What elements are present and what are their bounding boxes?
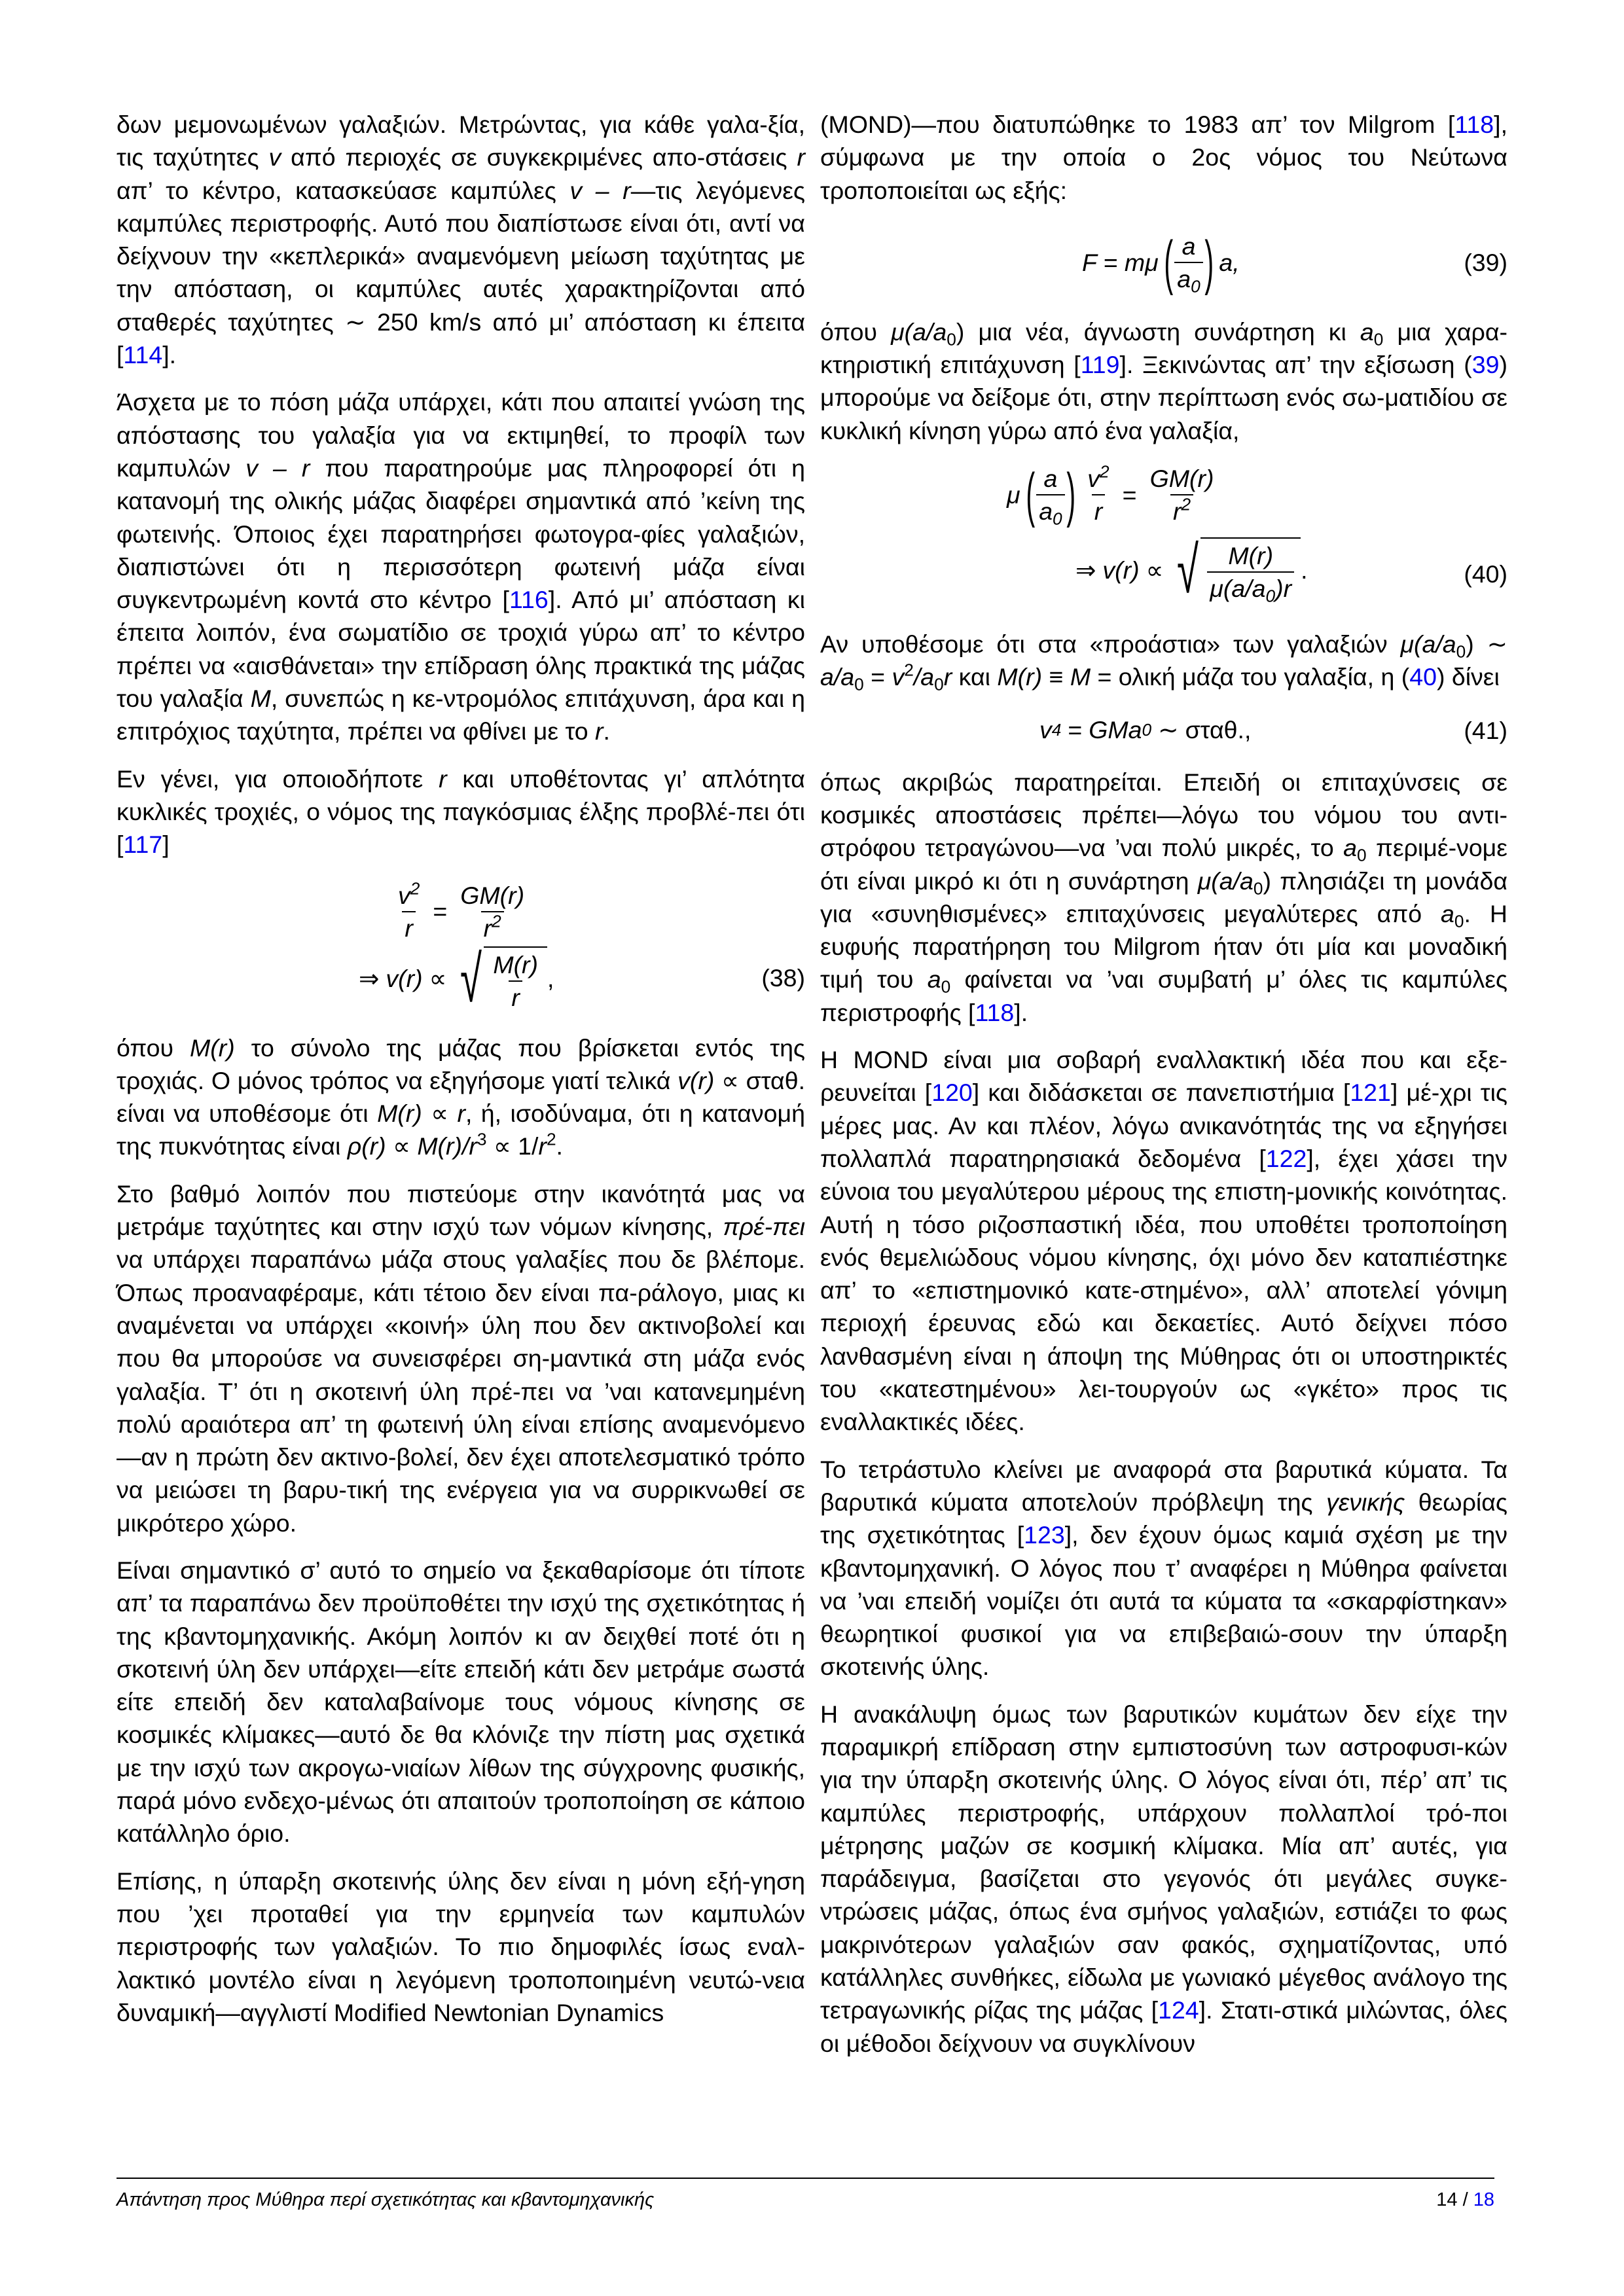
citation-link[interactable]: 116 xyxy=(509,586,549,614)
paragraph: Είναι σημαντικό σ’ αυτό το σημείο να ξεκαθαρίσομε ότι τίποτε απ’ τα παραπάνω δεν προϋποθέτει την ισχύ της σχετικότητας ή της κβαντομηχανικής. Ακόμη λοιπόν κι αν δειχθεί ποτέ ότι η σκοτεινή ύλη δεν υπάρχει—είτε επειδή κάτι δεν μετράμε σωστά είτε επειδή δεν καταλαβαίνομε τους νόμους κίνησης σε κοσμικές κλίμακες—αυτό δε θα κλόνιζε την πίστη μας σχετικά με την ισχύ των ακρογω-νιαίων λίθων της σύγχρονης φυσικής, παρά μόνο ενδεχο-μένως ότι απαιτούν τροποποίηση σε κάποιο κατάλληλο όριο. xyxy=(117,1556,805,1848)
paragraph: (MOND)—που διατυπώθηκε το 1983 απ’ τον Milgrom [118], σύμφωνα με την οποία ο 2ος νόμος του Νεύτωνα τροποποιείται ως εξής: xyxy=(820,111,1507,204)
paragraph: Το τετράστυλο κλείνει με αναφορά στα βαρυτικά κύματα. Τα βαρυτικά κύματα αποτελούν πρόβλεψη της γενικής θεωρίας της σχετικότητας [123], δεν έχουν όμως καμιά σχέση με την κβαντομηχανική. Ο λόγος που τ’ αναφέρει η Μύθηρα φαίνεται να ’ναι επειδή νομίζει ότι αυτά τα κύματα τα «σκαρφίστηκαν» θεωρητικοί φυσικοί για να επιβεβαιώ-σουν την ύπαρξη σκοτεινής ύλης. xyxy=(820,1455,1508,1681)
equation-number: (41) xyxy=(1464,716,1507,744)
equation-41: v 4 = GMa 0 ∼ σταθ., (41) xyxy=(820,711,1507,750)
citation-link[interactable]: 117 xyxy=(123,831,163,859)
citation-link[interactable]: 124 xyxy=(1158,1996,1199,2024)
equation-number: (39) xyxy=(1464,248,1507,276)
citation-link[interactable]: 123 xyxy=(1024,1521,1065,1549)
right-column xyxy=(820,108,1507,2074)
page-number: 14 / 18 xyxy=(1436,2189,1494,2210)
equation-39: F = mμ ( $\frac{a}{a_0}$ ) a, (39) xyxy=(1082,228,1507,296)
citation-link[interactable]: 114 xyxy=(123,341,163,369)
page-current: 14 xyxy=(1436,2189,1458,2210)
citation-link[interactable]: 120 xyxy=(931,1079,973,1107)
citation-link[interactable]: 119 xyxy=(1080,351,1120,379)
citation-link[interactable]: 118 xyxy=(975,998,1015,1026)
paragraph: Άσχετα με το πόση μάζα υπάρχει, κάτι που απαιτεί γνώση της απόστασης του γαλαξία για να εκτιμηθεί, το προφίλ των καμπυλών v – r που παρατηρούμε μας πληροφορεί ότι η κατανομή της ολικής μάζας διαφέρει σημαντικά από ’κείνη της φωτεινής. Όποιος έχει παρατηρήσει φωτογρα-φίες γαλαξιών, διαπιστώνει ότι η περισσότερη φωτεινή μάζα είναι συγκεντρωμένη κοντά στο κέντρο [116]. Από μι’ απόσταση κι έπειτα λοιπόν, ένα σωματίδιο σε τροχιά γύρω απ’ το κέντρο πρέπει να «αισθάνεται» την επίδραση όλης πρακτικά της μάζας του γαλαξία M, συνεπώς η κε-ντρομόλος επιτάχυνση, άρα και η επιτρόχιος ταχύτητα, πρέπει να φθίνει με το r. xyxy=(117,388,805,745)
paragraph: Αν υποθέσομε ότι στα «προάστια» των γαλαξιών $\mu(a/a_0)$ ∼ $a/a_0 = v^2/a_0r$ και M(r) ≡ M = ολική μάζα του γαλαξία, η (40) δίνει xyxy=(820,630,1507,694)
equation-number: (40) xyxy=(1464,560,1507,588)
equation-link[interactable]: 39 xyxy=(1471,351,1500,379)
equation-link[interactable]: 40 xyxy=(1409,663,1437,691)
paragraph: Η ανακάλυψη όμως των βαρυτικών κυμάτων δεν είχε την παραμικρή επίδραση στην εμπιστοσύνη των αστροφυσι-κών για την ύπαρξη σκοτεινής ύλης. Ο λόγος είναι ότι, πέρ’ απ’ τις καμπύλες περιστροφής, υπάρχουν πολλαπλοί τρό-ποι μέτρησης μαζών σε κοσμική κλίμακα. Μία απ’ αυτές, για παράδειγμα, βασίζεται στο γεγονός ότι μεγάλες συγκε-ντρώσεις μάζας, όπως ένα σμήνος γαλαξιών, εστιάζει το φως μακρινότερων γαλαξιών σαν φακός, σχηματίζοντας, υπό κατάλληλες συνθήκες, είδωλα με γωνιακό μέγεθος ανάλογο της τετραγωνικής ρίζας της μάζας [124]. Στατι-στικά μιλώντας, όλες οι μέθοδοι δείχνουν να συγκλίνουν xyxy=(820,1700,1507,2057)
citation-link[interactable]: 118 xyxy=(1454,111,1494,138)
equation-number: (38) xyxy=(761,963,805,992)
footer-divider xyxy=(117,2178,1494,2179)
paragraph: όπου $\mu(a/a_0)$ μια νέα, άγνωστη συνάρτηση κι $a_0$ μια χαρα-κτηριστική επιτάχυνση [119]. Ξεκινώντας απ’ την εξίσωση (39) μπορούμε να δείξομε ότι, στην περίπτωση ενός σω-ματιδίου σε κυκλική κίνηση γύρω από ένα γαλαξία, xyxy=(820,317,1508,444)
equation-38: $\frac{v^2}{r}$ = $\frac{GM(r)}{r^2}$ ⇒ v(r) ∝ √ $\frac{M(r)}{r}$ , (38) xyxy=(359,878,805,1016)
left-column xyxy=(117,108,805,2043)
citation-link[interactable]: 122 xyxy=(1265,1144,1307,1172)
running-footer-title: Απάντηση προς Μύθηρα περί σχετικότητας και κβαντομηχανικής xyxy=(117,2189,655,2210)
paragraph: όπου M(r) το σύνολο της μάζας που βρίσκεται εντός της τροχιάς. Ο μόνος τρόπος να εξηγήσομε γιατί τελικά v(r) ∝ σταθ. είναι να υποθέσομε ότι M(r) ∝ r, ή, ισοδύναμα, ότι η κατανομή της πυκνότητας είναι $\rho(r) \propto M(r)/r^3 \propto 1/r^2$. xyxy=(117,1033,806,1160)
paragraph: Στο βαθμό λοιπόν που πιστεύομε στην ικανότητά μας να μετράμε ταχύτητες και στην ισχύ των νόμων κίνησης, πρέ-πει να υπάρχει παραπάνω μάζα στους γαλαξίες που δε βλέπομε. Όπως προαναφέραμε, κάτι τέτοιο δεν είναι πα-ράλογο, μιας κι αναμένεται να υπάρχει «κοινή» ύλη που δεν ακτινοβολεί και που θα μπορούσε να συνεισφέρει ση-μαντικά στη μάζα ενός γαλαξία. Τ’ ότι η σκοτεινή ύλη πρέ-πει να ’ναι κατανεμημένη πολύ αραιότερα απ’ τη φωτεινή ύλη είναι επίσης αναμενόμενο—αν η πρώτη δεν ακτινο-βολεί, δεν έχει αποτελεσματικό τρόπο να μειώσει τη βαρυ-τική της ενέργεια για να συρρικνωθεί σε μικρότερο χώρο. xyxy=(117,1179,805,1537)
paragraph: Επίσης, η ύπαρξη σκοτεινής ύλης δεν είναι η μόνη εξή-γηση που ’χει προταθεί για την ερμηνεία των καμπυλών περιστροφής των γαλαξιών. Το πιο δημοφιλές ίσως εναλ-λακτικό μοντέλο είναι η λεγόμενη τροποποιημένη νευτώ-νεια δυναμική—αγγλιστί Modified Newtonian Dynamics xyxy=(117,1867,805,2026)
paragraph: όπως ακριβώς παρατηρείται. Επειδή οι επιταχύνσεις σε κοσμικές αποστάσεις πρέπει—λόγω του νόμου του αντι-στρόφου τετραγώνου—να ’ναι πολύ μικρές, το $a_0$ περιμέ-νομε ότι είναι μικρό κι ότι η συνάρτηση $\mu(a/a_0)$ πλησιάζει τη μονάδα για «συνηθισμένες» επιταχύνσεις μεγαλύτερες από $a_0$. Η ευφυής παρατήρηση του Milgrom ήταν ότι μία και μοναδική τιμή του $a_0$ φαίνεται να ’ναι συμβατή μ’ όλες τις καμπύλες περιστροφής [118]. xyxy=(820,768,1507,1026)
paragraph: δων μεμονωμένων γαλαξιών. Μετρώντας, για κάθε γαλα-ξία, τις ταχύτητες v από περιοχές σε συγκεκριμένες απο-στάσεις r απ’ το κέντρο, κατασκεύασε καμπύλες v – r—τις λεγόμενες καμπύλες περιστροφής. Αυτό που διαπίστωσε είναι ότι, αντί να δείχνουν την «κεπλερικά» αναμενόμενη μείωση ταχύτητας με την απόσταση, οι καμπύλες αυτές χαρακτηρίζονται από σταθερές ταχύτητες ∼ 250 km/s από μι’ απόσταση κι έπειτα [114]. xyxy=(117,111,805,369)
paragraph: Η MOND είναι μια σοβαρή εναλλακτική ιδέα που και εξε-ρευνείται [120] και διδάσκεται σε πανεπιστήμια [121] μέ-χρι τις μέρες μας. Αν και πλέον, λόγω ανικανότητάς της να εξηγήσει πολλαπλά παρατηρησιακά δεδομένα [122], έχει χάσει την εύνοια του μεγαλύτερου μέρους της επιστη-μονικής κοινότητας. Αυτή η τόσο ριζοσπαστική ιδέα, που υποθέτει τροποποίηση ενός θεμελιώδους νόμου κίνησης, όχι μόνο δεν καταπιέστηκε απ’ το «επιστημονικό κατε-στημένο», αλλ’ αποτελεί γόνιμη περιοχή έρευνας εδώ και δεκαετίες. Αυτό δείχνει πόσο λανθασμένη είναι η άποψη της Μύθηρας ότι οι υποστηρικτές του «κατεστημένου» λει-τουργούν ως «γκέτο» προς τις εναλλακτικές ιδέες. xyxy=(820,1046,1507,1436)
citation-link[interactable]: 121 xyxy=(1350,1079,1391,1107)
equation-40: μ ( $\frac{a}{a_0}$ ) $\frac{v^2}{r}$ = $\frac{GM(r)}{r^2}$ ⇒ v(r) ∝ √ $\frac{M(r)}{\mu(a/a_0)r}$ . (40) xyxy=(1007,461,1507,607)
paragraph: Εν γένει, για οποιοδήποτε r και υποθέτοντας γι’ απλότητα κυκλικές τροχιές, ο νόμος της παγκόσμιας έλξης προβλέ-πει ότι [117] xyxy=(117,764,805,859)
page-total-link[interactable]: 18 xyxy=(1473,2189,1494,2210)
